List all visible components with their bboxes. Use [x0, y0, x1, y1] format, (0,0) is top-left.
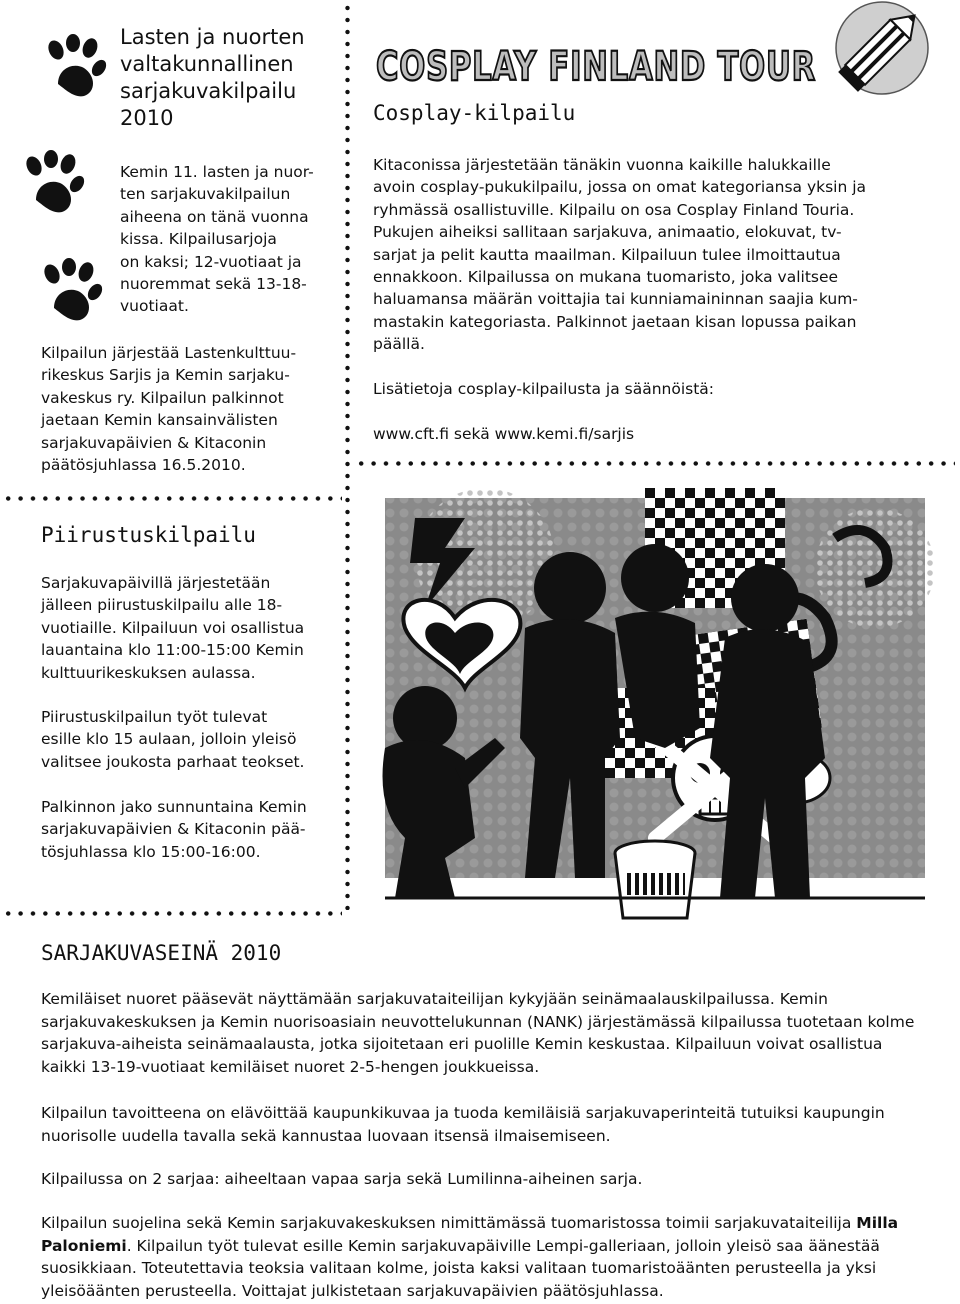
logo-text: COSPLAY FINLAND TOUR [376, 44, 816, 90]
paw-print-icon [40, 258, 102, 324]
wall-paragraph-4-start: Kilpailun suojelina sekä Kemin sarjakuvakeskuksen nimittämässä tuomaristossa toimii sarjakuvataiteilija [41, 1214, 857, 1232]
wall-paragraph-2: Kilpailun tavoitteena on elävöittää kaupunkikuvaa ja tuoda kemiläisiä sarjakuvaperinteitä tutuiksi kaupungin nuorisolle uudella tavalla sekä kannustaa luovaan itsensä ilmaisemiseen. [41, 1104, 885, 1145]
paw-print-icon [44, 34, 106, 100]
drawing-paragraph-2: Piirustuskilpailun työt tulevat esille klo 15 aulaan, jolloin yleisö valitsee joukosta parhaat teokset. [41, 708, 305, 771]
judge-name: Milla Paloniemi [41, 1214, 899, 1255]
cosplay-title: Cosplay-kilpailu [373, 101, 576, 125]
paw-print-icon [22, 150, 84, 216]
competition-intro: Kemin 11. lasten ja nuor- ten sarjakuvakilpailun aiheena on tänä vuonna kissa. Kilpailusarjoja on kaksi; 12-vuotiaat ja nuoremmat sekä 13-18- vuotiaat. [120, 163, 314, 316]
horizontal-divider-left [2, 496, 342, 501]
vertical-divider [345, 2, 350, 910]
drawing-paragraph-3: Palkinnon jako sunnuntaina Kemin sarjakuvapäivien & Kitaconin pää- tösjuhlassa klo 15:00-16:00. [41, 798, 307, 861]
cosplay-body: Kitaconissa järjestetään tänäkin vuonna kaikille halukkaille avoin cosplay-pukukilpailu, jossa on omat kategoriansa yksin ja ryhmässä osallistuville. Kilpailu on osa Cosplay Finland Touria. Pukujen aiheiksi sallitaan sarjakuva, animaatio, elokuvat, tv- sarjat ja pelit kautta maailman. Kilpailuun tulee ilmoittautua ennakkoon. Kilpailussa on mukana tuomaristo, joka valitsee haluamansa määrän voittajia tai kunniamaininnan saajia kum- mastakin kategoriasta. Palkinnot jaetaan kisan lopussa paikan päällä. [373, 156, 867, 354]
cosplay-finland-tour-logo [372, 32, 822, 94]
wall-paragraph-3: Kilpailussa on 2 sarjaa: aiheeltaan vapaa sarja sekä Lumilinna-aiheinen sarja. [41, 1170, 643, 1188]
drawing-title: Piirustuskilpailu [41, 523, 256, 547]
wall-paragraph-4 [41, 1212, 921, 1302]
wall-title: SARJAKUVASEINÄ 2010 [41, 941, 282, 965]
horizontal-divider-bottom [2, 911, 342, 916]
cosplay-links[interactable]: www.cft.fi sekä www.kemi.fi/sarjis [373, 425, 635, 443]
competition-title: Lasten ja nuorten valtakunnallinen sarjakuvakilpailu 2010 [120, 25, 305, 130]
graffiti-illustration [355, 478, 955, 928]
horizontal-divider-cosplay [355, 461, 955, 466]
cosplay-more-info: Lisätietoja cosplay-kilpailusta ja säännöistä: [373, 380, 714, 398]
competition-organizer: Kilpailun järjestää Lastenkulttuu- rikeskus Sarjis ja Kemin sarjaku- vakeskus ry. Kilpailun palkinnot jaetaan Kemin kansainvälisten sarjakuvapäivien & Kitaconin päätösjuhlassa 16.5.2010. [41, 344, 297, 475]
drawing-paragraph-1: Sarjakuvapäivillä järjestetään jälleen piirustuskilpailu alle 18- vuotiaille. Kilpailuun voi osallistua lauantaina klo 11:00-15:00 Kemin kulttuurikeskuksen aulassa. [41, 574, 305, 682]
pencil-icon [830, 2, 934, 94]
wall-paragraph-1: Kemiläiset nuoret pääsevät näyttämään sarjakuvataiteilijan kykyjään seinämaalauskilpailussa. Kemin sarjakuvakeskuksen ja Kemin nuorisoasiain neuvottelukunnan (NANK) järjestämässä kilpailussa tuotetaan kolme sarjakuva-aiheista seinämaalausta, jotka sijoitetaan eri puolille Kemin keskustaa. Kilpailuun voivat osallistua kaikki 13-19-vuotiaat kemiläiset nuoret 2-5-hengen joukkueissa. [41, 990, 915, 1076]
wall-paragraph-4-end: . Kilpailun työt tulevat esille Kemin sarjakuvapäiville Lempi-galleriaan, jolloin yleisö saa äänestää suosikkiaan. Toteutettavia teoksia valitaan kolme, joista kaksi valitaan tuomaristoäänten perusteella ja yksi yleisöäänten perusteella. Voittajat julkistetaan sarjakuvapäivien päätösjuhlassa. [41, 1236, 880, 1300]
